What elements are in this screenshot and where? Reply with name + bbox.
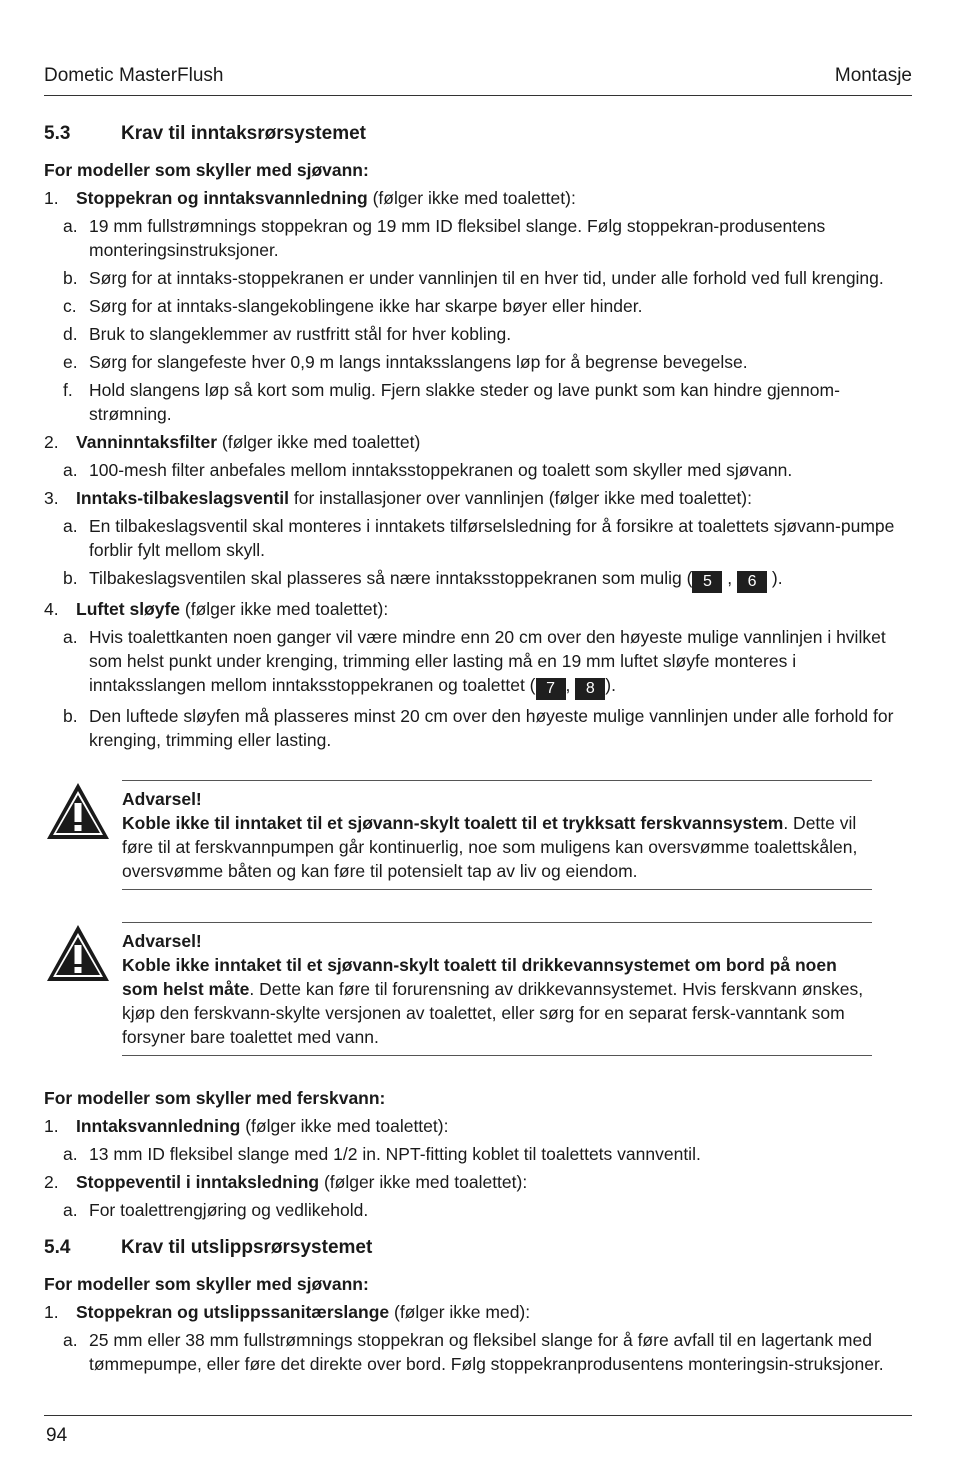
list-item [44, 1300, 912, 1324]
item-text: 25 mm eller 38 mm fullstrømnings stoppekran og fleksibel slange for å føre avfall til en lagertank med tømmepumpe, eller føre det direkte over bord. Følg stoppekranprodusentens monteringsin-struksjoner. [89, 1330, 884, 1374]
warning-text-box [122, 922, 872, 1056]
sub-list-item [44, 378, 912, 426]
sub-list-item [44, 1142, 912, 1166]
subheading-seawater: For modeller som skyller med sjøvann: [44, 160, 369, 180]
list-item [44, 186, 912, 210]
list-marker: a. [63, 216, 78, 236]
section-title-text: Krav til inntaksrørsystemet [121, 123, 366, 144]
item-text: Sørg for slangefeste hver 0,9 m langs inntaksslangens løp for å begrense bevegelse. [89, 352, 748, 372]
warning-block [44, 922, 912, 1056]
item-text: 13 mm ID fleksibel slange med 1/2 in. NPT-fitting koblet til toalettets vannventil. [89, 1144, 701, 1164]
list-marker: a. [63, 1200, 78, 1220]
figure-ref-tag: 5 [692, 571, 722, 593]
list-marker: a. [63, 460, 78, 480]
item-text-end: ). [771, 568, 783, 588]
brand-title: Dometic MasterFlush [44, 65, 224, 86]
warning-emphasis: Koble ikke til inntaket til et sjøvann-skylt toalett til et trykksatt ferskvannsystem [122, 813, 784, 833]
sub-list-item [44, 214, 912, 262]
list-marker: a. [63, 1144, 78, 1164]
list-marker: 1. [44, 188, 59, 208]
warning-body [122, 953, 872, 1049]
figure-ref-tag: 7 [536, 678, 566, 700]
item-text: 19 mm fullstrømnings stoppekran og 19 mm ID fleksibel slange. Følg stoppekran-produsentens monteringsinstruksjoner. [89, 216, 826, 260]
warning-text: . Dette kan føre til forurensning av drikkevannsystemet. Hvis ferskvann ønskes, kjøp den ferskvann-skylte versjonen av toalettet, eller sørg for en separat fersk-vanntank som forsyner bare toalettet med vann. [122, 979, 864, 1047]
item-text: 100-mesh filter anbefales mellom inntaksstoppekranen og toalett som skyller med sjøvann. [89, 460, 793, 480]
item-text: Hvis toalettkanten noen ganger vil være mindre enn 20 cm over den høyeste mulige vannlinjen i hvilket som helst punkt under krenging, trimming eller lasting må en 19 mm luftet sløyfe monteres i inntaksslangen mellom inntaksstoppekranen og toalettet ( [89, 627, 886, 695]
list-marker: b. [63, 568, 78, 588]
list-marker: 1. [44, 1116, 59, 1136]
warning-emphasis: Koble ikke inntaket til et sjøvann-skylt toalett til drikkevannsystemet om bord på noen som helst måte [122, 955, 837, 999]
list-marker: b. [63, 706, 78, 726]
item-text: En tilbakeslagsventil skal monteres i inntakets tilførselsledning for å forsikre at toalettets sjøvann-pumpe forblir fylt mellom skyll. [89, 516, 895, 560]
separator: , [565, 675, 571, 695]
page-footer [44, 1415, 912, 1446]
list-marker: c. [63, 296, 77, 316]
subheading-seawater: For modeller som skyller med sjøvann: [44, 1274, 369, 1294]
item-text: For toalettrengjøring og vedlikehold. [89, 1200, 369, 1220]
item-text: (følger ikke med): [389, 1302, 531, 1322]
section-number: 5.3 [44, 123, 71, 144]
item-text: (følger ikke med toalettet) [217, 432, 421, 452]
section-number: 5.4 [44, 1237, 71, 1258]
list-marker: b. [63, 268, 78, 288]
warning-body [122, 811, 872, 883]
list-item [44, 1170, 912, 1194]
list-item [44, 430, 912, 454]
page-content [44, 120, 912, 1380]
separator: , [727, 568, 733, 588]
sub-list-item [44, 704, 912, 752]
sub-list-item [44, 322, 912, 346]
subheading-freshwater: For modeller som skyller med ferskvann: [44, 1088, 386, 1108]
warning-title: Advarsel! [122, 931, 202, 951]
list-marker: f. [63, 380, 73, 400]
item-title: Stoppekran og inntaksvannledning [76, 188, 368, 208]
list-marker: 3. [44, 488, 59, 508]
item-text: Hold slangens løp så kort som mulig. Fjern slakke steder og lave punkt som kan hindre gjennom-strømning. [89, 380, 840, 424]
list-marker: a. [63, 516, 78, 536]
warning-triangle-icon [44, 922, 112, 984]
item-text: (følger ikke med toalettet): [240, 1116, 449, 1136]
sub-list-item [44, 566, 912, 593]
item-text: Tilbakeslagsventilen skal plasseres så nære inntaksstoppekranen som mulig ( [89, 568, 693, 588]
section-title-text: Krav til utslippsrørsystemet [121, 1237, 373, 1258]
warning-text: . Dette vil føre til at ferskvannpumpen går kontinuerlig, noe som muligens kan oversvømme toalettskålen, oversvømme båten og kan føre til potensielt tap av liv og eiendom. [122, 813, 858, 881]
warning-triangle-icon [44, 780, 112, 842]
list-item [44, 486, 912, 510]
page-number: 94 [46, 1425, 68, 1446]
item-title: Inntaksvannledning [76, 1116, 241, 1136]
sub-list-item [44, 514, 912, 562]
sub-list-item [44, 1198, 912, 1222]
list-item [44, 597, 912, 621]
list-marker: a. [63, 627, 78, 647]
list-item [44, 1114, 912, 1138]
item-text-end: ). [605, 675, 616, 695]
item-title: Vanninntaksfilter [76, 432, 218, 452]
list-marker: e. [63, 352, 78, 372]
item-text: for installasjoner over vannlinjen (følger ikke med toalettet): [289, 488, 752, 508]
item-title: Luftet sløyfe [76, 599, 181, 619]
list-marker: d. [63, 324, 78, 344]
item-text: Sørg for at inntaks-slangekoblingene ikke har skarpe bøyer eller hinder. [89, 296, 643, 316]
page-header [44, 64, 912, 96]
list-marker: 2. [44, 1172, 59, 1192]
warning-block [44, 780, 912, 890]
sub-list-item [44, 266, 912, 290]
item-text: (følger ikke med toalettet): [367, 188, 576, 208]
warning-title: Advarsel! [122, 789, 202, 809]
item-text: Sørg for at inntaks-stoppekranen er under vannlinjen til en hver tid, under alle forhold ved full krenging. [89, 268, 884, 288]
list-marker: a. [63, 1330, 78, 1350]
sub-list-item [44, 350, 912, 374]
list-marker: 2. [44, 432, 59, 452]
item-text: (følger ikke med toalettet): [319, 1172, 528, 1192]
sub-list-item [44, 458, 912, 482]
sub-list-item [44, 625, 912, 700]
warning-text-box [122, 780, 872, 890]
item-text: (følger ikke med toalettet): [180, 599, 389, 619]
list-marker: 1. [44, 1302, 59, 1322]
item-text: Bruk to slangeklemmer av rustfritt stål for hver kobling. [89, 324, 512, 344]
figure-ref-tag: 8 [575, 678, 605, 700]
section-heading-5-4 [44, 1234, 912, 1262]
item-title: Stoppekran og utslippssanitærslange [76, 1302, 390, 1322]
section-title: Montasje [834, 65, 912, 86]
section-heading-5-3 [44, 120, 912, 148]
sub-list-item [44, 294, 912, 318]
sub-list-item [44, 1328, 912, 1376]
figure-ref-tag: 6 [737, 571, 767, 593]
item-text: Den luftede sløyfen må plasseres minst 20 cm over den høyeste mulige vannlinjen under alle forhold for krenging, trimming eller lasting. [89, 706, 894, 750]
item-title: Inntaks-tilbakeslagsventil [76, 488, 289, 508]
list-marker: 4. [44, 599, 59, 619]
item-title: Stoppeventil i inntaksledning [76, 1172, 320, 1192]
